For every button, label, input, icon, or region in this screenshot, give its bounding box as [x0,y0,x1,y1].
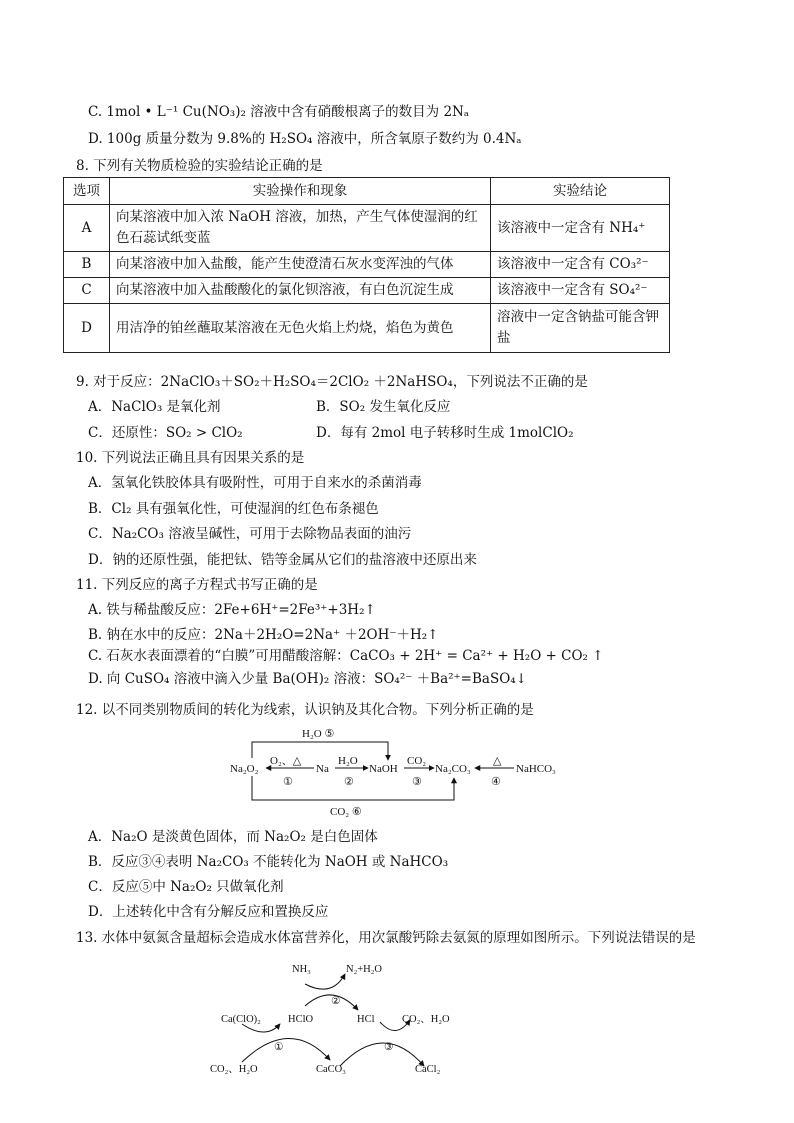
col-header-operation: 实验操作和现象 [110,178,491,205]
arc-reaction-3 [340,1043,424,1066]
q10-option-c: C．Na₂CO₃ 溶液呈碱性，可用于去除物品表面的油污 [88,526,412,542]
col-header-option: 选项 [64,178,110,205]
q10-option-d: D．钠的还原性强，能把钛、锆等金属从它们的盐溶液中还原出来 [88,552,477,568]
label-co2-6: CO₂ ⑥ [330,806,362,818]
q11-stem: 11. 下列反应的离子方程式书写正确的是 [76,577,318,593]
label-h2o-5: H₂O ⑤ [302,728,335,740]
label-na2o2: Na₂O₂ [230,763,259,775]
row-option: D [64,304,110,353]
q11-option-b: B. 钠在水中的反应：2Na＋2H₂O=2Na⁺ ＋2OH⁻＋H₂↑ [88,627,439,643]
q12-option-c: C．反应⑤中 Na₂O₂ 只做氧化剂 [88,879,284,895]
table-header-row [64,178,670,205]
label-h2o: H₂O [338,755,358,767]
q12-option-d: D．上述转化中含有分解反应和置换反应 [88,904,329,920]
row-operation: 向某溶液中加入浓 NaOH 溶液，加热，产生气体使湿润的红色石蕊试纸变蓝 [110,205,491,252]
q13-stem: 13. 水体中氨氮含量超标会造成水体富营养化，用次氯酸钙除去氨氮的原理如图所示。下列说法错误的是 [76,930,696,946]
table-row [64,304,670,353]
label-hclo: HClO [288,1014,314,1025]
label-naoh: NaOH [369,763,398,775]
label-cacl2: CaCl₂ [415,1064,441,1075]
label-circle-1: ① [283,776,293,788]
q9-stem: 9. 对于反应：2NaClO₃＋SO₂＋H₂SO₄＝2ClO₂ ＋2NaHSO₄，下列说法不正确的是 [76,374,588,390]
q7-option-d: D. 100g 质量分数为 9.8%的 H₂SO₄ 溶液中，所含氧原子数约为 0.4Nₐ [88,131,522,147]
row-option: A [64,205,110,252]
label-circle-3: ③ [384,1042,394,1053]
label-nahco3: NaHCO₃ [516,763,556,775]
label-hcl: HCl [357,1014,375,1025]
label-co2-h2o-left: CO₂、H₂O [210,1064,258,1075]
q11-option-a: A. 铁与稀盐酸反应：2Fe+6H⁺=2Fe³⁺+3H₂↑ [88,602,376,618]
arc-reaction-1 [242,1038,330,1062]
q8-stem: 8. 下列有关物质检验的实验结论正确的是 [76,158,323,174]
arc-reaction-2-in [305,974,345,989]
label-circle-2: ② [331,996,341,1007]
q11-option-d: D. 向 CuSO₄ 溶液中滴入少量 Ba(OH)₂ 溶液：SO₄²⁻ ＋Ba²⁺=BaSO₄↓ [88,671,527,687]
row-conclusion: 该溶液中一定含有 CO₃²⁻ [491,252,670,278]
q10-stem: 10. 下列说法正确且具有因果关系的是 [76,450,305,466]
ammonia-removal-diagram [200,954,480,1080]
label-n2-h2o: N₂+H₂O [346,964,382,975]
q8-table [63,177,670,353]
table-row [64,205,670,252]
q9-option-d: D．每有 2mol 电子转移时生成 1molClO₂ [316,425,574,441]
row-conclusion: 溶液中一定含钠盐可能含钾盐 [491,304,670,353]
arc-reaction-1-in [242,1024,280,1032]
col-header-conclusion: 实验结论 [491,178,670,205]
q12-option-b: B．反应③④表明 Na₂CO₃ 不能转化为 NaOH 或 NaHCO₃ [88,854,449,870]
label-co2: CO₂ [407,755,427,767]
label-na: Na [316,763,329,775]
row-operation: 向某溶液中加入盐酸酸化的氯化钡溶液，有白色沉淀生成 [110,278,491,304]
table-row [64,252,670,278]
row-option: B [64,252,110,278]
label-caco3: CaCO₃ [316,1064,346,1075]
q11-option-c: C. 石灰水表面漂着的“白膜”可用醋酸溶解：CaCO₃ + 2H⁺ = Ca²⁺ + H₂O + CO₂ ↑ [88,648,604,664]
label-heat: △ [493,755,502,767]
label-o2-heat: O₂、△ [270,755,302,767]
label-nh3: NH₃ [292,964,311,975]
q9-option-c: C．还原性：SO₂ > ClO₂ [88,425,243,441]
q12-stem: 12. 以不同类别物质间的转化为线索，认识钠及其化合物。下列分析正确的是 [76,702,534,718]
label-na2co3: Na₂CO₃ [435,763,471,775]
label-circle-3: ③ [412,776,422,788]
q9-option-b: B．SO₂ 发生氧化反应 [316,399,451,415]
row-option: C [64,278,110,304]
row-operation: 用洁净的铂丝蘸取某溶液在无色火焰上灼烧，焰色为黄色 [110,304,491,353]
q10-option-a: A．氢氧化铁胶体具有吸附性，可用于自来水的杀菌消毒 [88,475,422,491]
row-conclusion: 该溶液中一定含有 SO₄²⁻ [491,278,670,304]
label-circle-2: ② [344,776,354,788]
q9-option-a: A．NaClO₃ 是氧化剂 [88,399,221,415]
row-operation: 向某溶液中加入盐酸，能产生使澄清石灰水变浑浊的气体 [110,252,491,278]
q7-option-c: C. 1mol • L⁻¹ Cu(NO₃)₂ 溶液中含有硝酸根离子的数目为 2Nₐ [88,104,470,120]
q10-option-b: B．Cl₂ 具有强氧化性，可使湿润的红色布条褪色 [88,501,379,517]
label-circle-4: ④ [491,776,501,788]
table-row [64,278,670,304]
label-caclo2: Ca(ClO)₂ [221,1014,261,1025]
row-conclusion: 该溶液中一定含有 NH₄⁺ [491,205,670,252]
sodium-conversion-diagram [222,724,572,820]
label-co2-h2o-right: CO₂、H₂O [402,1014,450,1025]
label-circle-1: ① [274,1042,284,1053]
q12-option-a: A．Na₂O 是淡黄色固体，而 Na₂O₂ 是白色固体 [88,829,378,845]
